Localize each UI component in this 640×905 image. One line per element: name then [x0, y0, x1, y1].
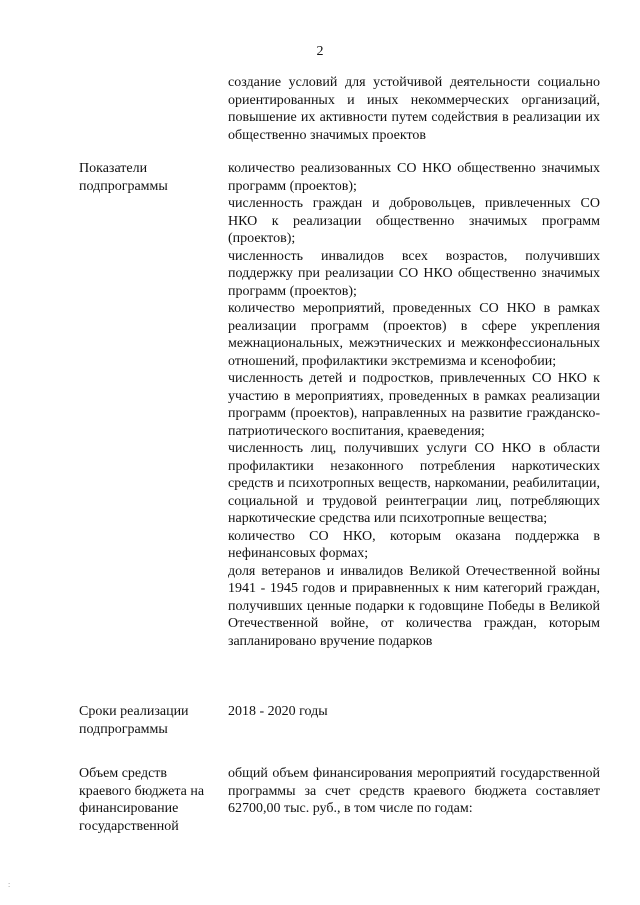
indicator-item: количество мероприятий, проведенных СО НКО в рамках реализации программ (проектов) в сфере укрепления межнациональных, межэтнических и межконфессиональных отношений, профилактики экстремизма и ксенофобии;: [228, 301, 600, 369]
indicators-label-cell: [79, 160, 214, 195]
terms-label-cell: [79, 703, 214, 738]
goal-text-cell: [228, 74, 600, 144]
terms-value: 2018 - 2020 годы: [228, 704, 328, 719]
goal-text: создание условий для устойчивой деятельности социально ориентированных и иных некоммерческих организаций, повышение их активности путем содействия в реализации их общественно значимых проектов: [228, 75, 600, 143]
indicator-item: численность лиц, получивших услуги СО НКО в области профилактики незаконного потребления наркотических средств и психотропных веществ, наркомании, реабилитации, социальной и трудовой реинтеграции лиц, потребляющих наркотические средства или психотропные вещества;: [228, 441, 600, 526]
margin-mark: :: [8, 880, 11, 889]
indicator-item: численность инвалидов всех возрастов, получивших поддержку при реализации СО НКО общественно значимых программ (проектов);: [228, 248, 600, 299]
page-number: 2: [316, 44, 324, 59]
indicator-item: численность детей и подростков, привлеченных СО НКО к участию в мероприятиях, проведенных в рамках реализации программ (проектов), направленных на развитие гражданско-патриотического воспитания, краеведения;: [228, 371, 600, 439]
terms-value-cell: [228, 703, 600, 721]
funding-label-cell: [79, 765, 214, 835]
indicator-item: численность граждан и добровольцев, привлеченных СО НКО к реализации общественно значимых программ (проектов);: [228, 196, 600, 246]
indicator-item: доля ветеранов и инвалидов Великой Отечественной войны 1941 - 1945 годов и приравненных к ним категорий граждан, получивших ценные подарки к годовщине Победы в Великой Отечественной войне, от количества граждан, которым запланировано вручение подарков: [228, 563, 600, 649]
indicator-item: количество реализованных СО НКО общественно значимых программ (проектов);: [228, 161, 600, 194]
indicators-label: Показатели подпрограммы: [79, 161, 168, 194]
funding-text-cell: [228, 765, 600, 818]
indicator-item: количество СО НКО, которым оказана поддержка в нефинансовых формах;: [228, 528, 600, 561]
indicators-list: [228, 160, 600, 650]
funding-label: Объем средств краевого бюджета на финансирование государственной: [79, 766, 205, 834]
terms-label: Сроки реализации подпрограммы: [79, 704, 189, 737]
funding-text: общий объем финансирования мероприятий государственной программы за счет средств краевого бюджета составляет 62700,00 тыс. руб., в том числе по годам:: [228, 766, 600, 816]
